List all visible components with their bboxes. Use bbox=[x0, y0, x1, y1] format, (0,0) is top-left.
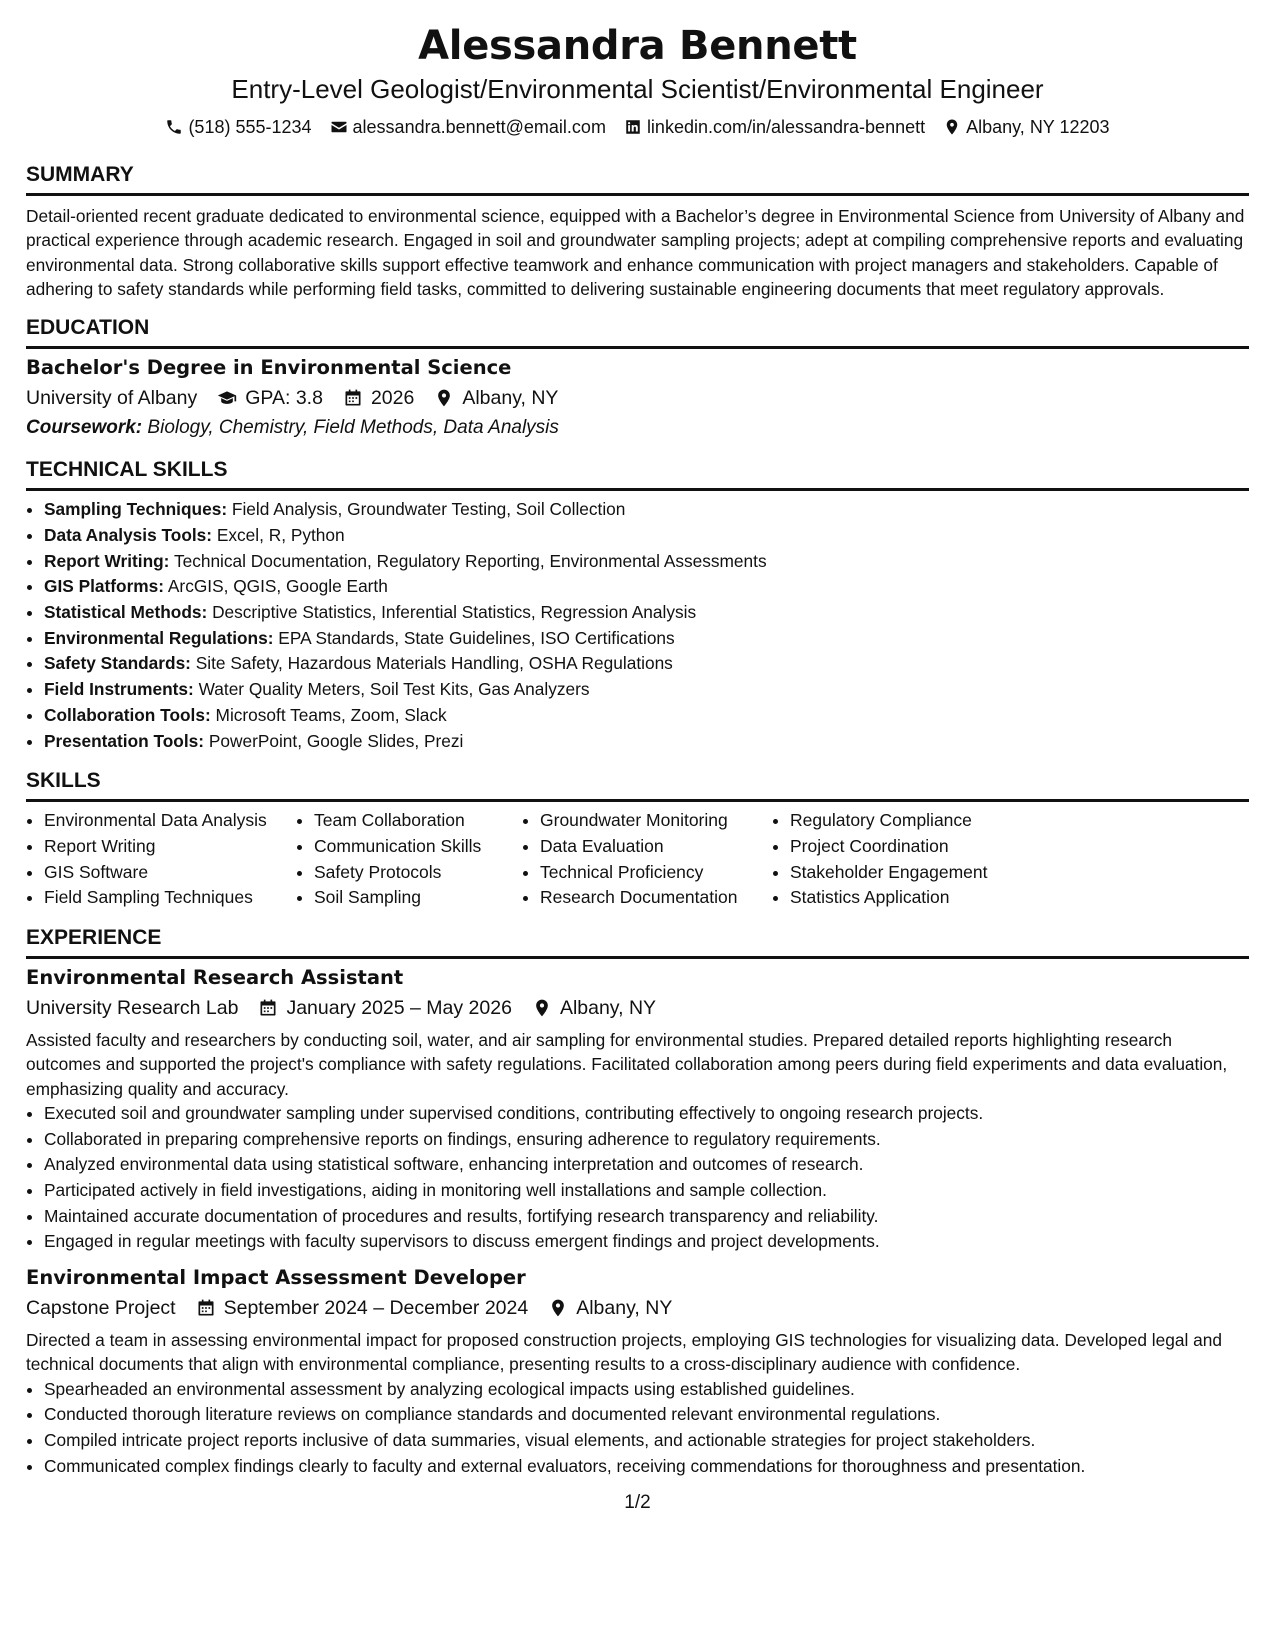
map-pin-icon bbox=[943, 118, 961, 136]
list-item bbox=[44, 651, 1249, 677]
list-item: • GIS Software bbox=[44, 860, 296, 886]
job-entry bbox=[26, 1265, 1249, 1479]
job-title: Environmental Research Assistant bbox=[26, 966, 404, 990]
job-bullets bbox=[26, 1101, 1249, 1255]
technical-skills-section bbox=[26, 457, 1249, 754]
job-bullets bbox=[26, 1377, 1249, 1480]
skills-column bbox=[522, 808, 772, 911]
job-description: Assisted faculty and researchers by conducting soil, water, and air sampling for environmental studies. Prepared detailed reports highlighting research outcomes and supported the project's compliance with safety regulations. Facilitated collaboration among peers during field experiments and data evaluation, emphasizing quality and accuracy. bbox=[26, 1030, 1228, 1099]
linkedin-text[interactable]: linkedin.com/in/alessandra-bennett bbox=[646, 117, 926, 137]
education-location: Albany, NY bbox=[462, 387, 559, 410]
list-item bbox=[44, 729, 1249, 755]
list-item bbox=[44, 703, 1249, 729]
skill-label: Safety Standards: bbox=[44, 653, 191, 674]
list-item bbox=[44, 497, 1249, 523]
resume-header bbox=[26, 20, 1249, 140]
list-item: • Engaged in regular meetings with faculty supervisors to discuss emergent findings and project developments. bbox=[44, 1229, 1249, 1255]
degree-title: Bachelor's Degree in Environmental Science bbox=[26, 356, 512, 380]
skill-label: Collaboration Tools: bbox=[44, 704, 211, 725]
skill-value: Field Analysis, Groundwater Testing, Soil Collection bbox=[231, 499, 626, 520]
location-text: Albany, NY 12203 bbox=[966, 117, 1110, 137]
calendar-icon bbox=[343, 388, 363, 408]
list-item: • Participated actively in field investigations, aiding in monitoring well installations and sample collection. bbox=[44, 1178, 1249, 1204]
job-org: University Research Lab bbox=[26, 997, 239, 1020]
list-item: • Conducted thorough literature reviews on compliance standards and documented relevant environmental regulations. bbox=[44, 1402, 1249, 1428]
contact-linkedin[interactable] bbox=[624, 114, 925, 140]
list-item: • Executed soil and groundwater sampling under supervised conditions, contributing effectively to ongoing research projects. bbox=[44, 1101, 1249, 1127]
list-item bbox=[44, 600, 1249, 626]
skill-value: Technical Documentation, Regulatory Reporting, Environmental Assessments bbox=[173, 550, 767, 571]
list-item bbox=[44, 523, 1249, 549]
list-item: • Stakeholder Engagement bbox=[790, 860, 1050, 886]
list-item: • Communication Skills bbox=[314, 834, 522, 860]
skill-value: ArcGIS, QGIS, Google Earth bbox=[167, 576, 388, 597]
education-heading: EDUCATION bbox=[26, 315, 1249, 349]
skills-grid bbox=[26, 808, 1249, 911]
linkedin-icon bbox=[624, 118, 642, 136]
contact-phone bbox=[165, 114, 311, 140]
skill-value: Water Quality Meters, Soil Test Kits, Gas Analyzers bbox=[198, 679, 590, 700]
map-pin-icon bbox=[434, 388, 454, 408]
job-dates: January 2025 – May 2026 bbox=[286, 997, 512, 1020]
email-text[interactable]: alessandra.bennett@email.com bbox=[352, 117, 606, 137]
skill-value: Descriptive Statistics, Inferential Statistics, Regression Analysis bbox=[212, 602, 697, 622]
experience-heading: EXPERIENCE bbox=[26, 925, 1249, 959]
skill-value: Microsoft Teams, Zoom, Slack bbox=[215, 704, 447, 725]
resume-page bbox=[26, 20, 1249, 1480]
skill-value: PowerPoint, Google Slides, Prezi bbox=[208, 730, 464, 751]
skills-column bbox=[772, 808, 1050, 911]
list-item: • Research Documentation bbox=[540, 885, 772, 911]
job-org: Capstone Project bbox=[26, 1297, 176, 1320]
skills-heading: SKILLS bbox=[26, 768, 1249, 802]
calendar-icon bbox=[258, 998, 278, 1018]
coursework-text: Biology, Chemistry, Field Methods, Data Analysis bbox=[147, 417, 559, 439]
list-item: • Regulatory Compliance bbox=[790, 808, 1050, 834]
contact-bar bbox=[26, 114, 1249, 140]
education-meta bbox=[26, 385, 1249, 411]
coursework-label: Coursework: bbox=[26, 417, 143, 439]
technical-skills-list bbox=[26, 497, 1249, 754]
skill-label: Data Analysis Tools: bbox=[44, 524, 213, 545]
summary-section bbox=[26, 162, 1249, 301]
school-name: University of Albany bbox=[26, 387, 198, 410]
list-item: • Project Coordination bbox=[790, 834, 1050, 860]
experience-section bbox=[26, 925, 1249, 1480]
skill-value: EPA Standards, State Guidelines, ISO Certifications bbox=[278, 627, 675, 648]
list-item: • Compiled intricate project reports inclusive of data summaries, visual elements, and actionable strategies for project stakeholders. bbox=[44, 1428, 1249, 1454]
list-item bbox=[44, 626, 1249, 652]
list-item: • Communicated complex findings clearly to faculty and external evaluators, receiving commendations for thoroughness and presentation. bbox=[44, 1454, 1249, 1480]
list-item: • Technical Proficiency bbox=[540, 860, 772, 886]
job-description: Directed a team in assessing environmental impact for proposed construction projects, employing GIS technologies for visualizing data. Developed legal and technical documents that align with environmental compliance, presenting results to a cross-disciplinary audience with confidence. bbox=[26, 1330, 1222, 1375]
list-item: • Maintained accurate documentation of procedures and results, fortifying research transparency and reliability. bbox=[44, 1204, 1249, 1230]
list-item bbox=[44, 574, 1249, 600]
skill-label: Presentation Tools: bbox=[44, 730, 205, 751]
list-item: • Collaborated in preparing comprehensive reports on findings, ensuring adherence to regulatory requirements. bbox=[44, 1127, 1249, 1153]
graduation-cap-icon bbox=[217, 388, 237, 408]
graduation-year: 2026 bbox=[370, 387, 415, 410]
contact-email[interactable] bbox=[330, 114, 606, 140]
phone-text: (518) 555-1234 bbox=[188, 117, 312, 137]
skill-label: GIS Platforms: bbox=[44, 576, 165, 597]
list-item: • Groundwater Monitoring bbox=[540, 808, 772, 834]
list-item: • Team Collaboration bbox=[314, 808, 522, 834]
summary-text: Detail-oriented recent graduate dedicated to environmental science, equipped with a Bachelor’s degree in Environmental Science from University of Albany and practical experience through academic research. Engaged in soil and groundwater sampling projects; adept at compiling comprehensive reports and evaluating environmental data. Strong collaborative skills support effective teamwork and enhance communication with project managers and stakeholders. Capable of adhering to safety standards while performing field tasks, committed to delivering sustainable engineering documents that meet regulatory approvals. bbox=[26, 206, 1245, 299]
skills-section bbox=[26, 768, 1249, 911]
list-item bbox=[44, 549, 1249, 575]
map-pin-icon bbox=[548, 1298, 568, 1318]
technical-skills-heading: TECHNICAL SKILLS bbox=[26, 457, 1249, 491]
list-item bbox=[44, 677, 1249, 703]
skills-column bbox=[296, 808, 522, 911]
skill-value: Excel, R, Python bbox=[216, 524, 345, 545]
list-item: • Field Sampling Techniques bbox=[44, 885, 296, 911]
skill-label: Sampling Techniques: bbox=[44, 499, 228, 520]
calendar-icon bbox=[196, 1298, 216, 1318]
list-item: • Data Evaluation bbox=[540, 834, 772, 860]
page-number: 1/2 bbox=[624, 1492, 651, 1513]
phone-icon bbox=[165, 118, 183, 136]
skill-label: Field Instruments: bbox=[44, 679, 194, 700]
list-item: • Analyzed environmental data using statistical software, enhancing interpretation and outcomes of research. bbox=[44, 1152, 1249, 1178]
job-meta bbox=[26, 995, 1249, 1021]
candidate-name: Alessandra Bennett bbox=[418, 23, 857, 69]
education-section bbox=[26, 315, 1249, 441]
list-item: • Soil Sampling bbox=[314, 885, 522, 911]
skill-label: Report Writing: bbox=[44, 550, 170, 571]
coursework-line bbox=[26, 415, 1249, 441]
skill-label: Environmental Regulations: bbox=[44, 627, 274, 648]
gpa-text: GPA: 3.8 bbox=[245, 387, 323, 410]
list-item: • Spearheaded an environmental assessment by analyzing ecological impacts using established guidelines. bbox=[44, 1377, 1249, 1403]
skills-column bbox=[26, 808, 296, 911]
skill-value: Site Safety, Hazardous Materials Handling, OSHA Regulations bbox=[195, 653, 673, 674]
summary-heading: SUMMARY bbox=[26, 162, 1249, 196]
list-item: • Environmental Data Analysis bbox=[44, 808, 296, 834]
list-item: • Safety Protocols bbox=[314, 860, 522, 886]
map-pin-icon bbox=[532, 998, 552, 1018]
job-dates: September 2024 – December 2024 bbox=[223, 1297, 529, 1320]
job-title: Environmental Impact Assessment Developer bbox=[26, 1266, 526, 1290]
job-location: Albany, NY bbox=[559, 997, 657, 1020]
skill-label: Statistical Methods: bbox=[44, 602, 208, 622]
list-item: • Statistics Application bbox=[790, 885, 1050, 911]
job-location: Albany, NY bbox=[576, 1297, 673, 1320]
list-item: • Report Writing bbox=[44, 834, 296, 860]
contact-location bbox=[943, 114, 1109, 140]
job-meta bbox=[26, 1295, 1249, 1321]
job-entry bbox=[26, 965, 1249, 1255]
candidate-subtitle: Entry-Level Geologist/Environmental Scientist/Environmental Engineer bbox=[231, 74, 1044, 104]
envelope-icon bbox=[330, 118, 348, 136]
